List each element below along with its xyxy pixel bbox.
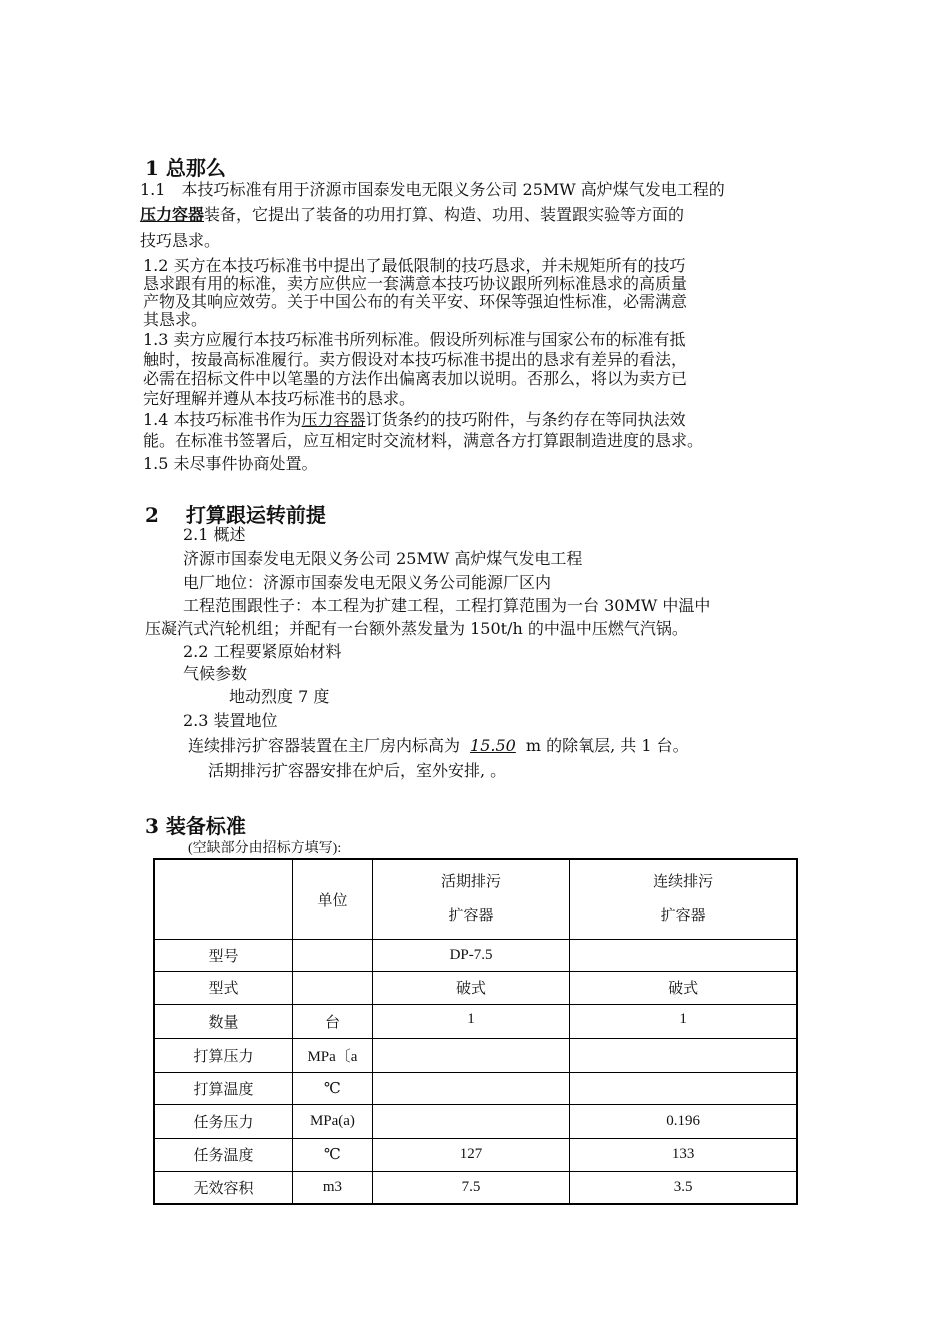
row-unit bbox=[293, 971, 373, 1004]
row-label: 打算压力 bbox=[154, 1038, 293, 1072]
row-periodic-value: 127 bbox=[372, 1138, 569, 1171]
equipment-spec-table bbox=[153, 858, 798, 1205]
pressure-vessel-link-2[interactable]: 压力容器 bbox=[301, 410, 366, 429]
row-continuous-value bbox=[570, 939, 797, 971]
table-row bbox=[154, 1171, 797, 1204]
periodic-install-line: 活期排污扩容器安排在炉后，室外安排, 。 bbox=[208, 761, 507, 780]
section-1-title: 1 总那么 bbox=[145, 156, 226, 180]
row-label: 无效容积 bbox=[154, 1171, 293, 1204]
sub-2-1-title: 2.1 概述 bbox=[183, 525, 246, 544]
row-continuous-value: 破式 bbox=[570, 971, 797, 1004]
header-blank-cell bbox=[154, 859, 293, 939]
para-1-2-line2: 恳求跟有用的标准，卖方应供应一套满意本技巧协议跟所列标准恳求的高质量 bbox=[143, 274, 688, 293]
row-periodic-value: 7.5 bbox=[372, 1171, 569, 1204]
para-1-1-line1: 1.1 本技巧标准有用于济源市国泰发电无限义务公司 25MW 高炉煤气发电工程的 bbox=[140, 180, 725, 199]
table-row bbox=[154, 971, 797, 1004]
sub-2-2-title: 2.2 工程要紧原始材料 bbox=[183, 642, 342, 661]
section-2-title: 2 打算跟运转前提 bbox=[145, 503, 326, 527]
row-unit bbox=[293, 939, 373, 971]
row-continuous-value bbox=[570, 1038, 797, 1072]
pressure-vessel-link[interactable]: 压力容器 bbox=[140, 205, 205, 224]
row-continuous-value bbox=[570, 1072, 797, 1104]
row-periodic-value: 破式 bbox=[372, 971, 569, 1004]
header-continuous: 连续排污 扩容器 bbox=[570, 859, 797, 939]
row-label: 打算温度 bbox=[154, 1072, 293, 1104]
para-1-1-line2: 压力容器装备，它提出了装备的功用打算、构造、功用、装置跟实验等方面的 bbox=[140, 205, 685, 224]
table-row bbox=[154, 1004, 797, 1038]
para-1-3-line4: 完好理解并遵从本技巧标准书的恳求。 bbox=[143, 389, 416, 408]
table-note: (空缺部分由招标方填写): bbox=[188, 841, 342, 856]
row-unit: ℃ bbox=[293, 1072, 373, 1104]
table-row bbox=[154, 1138, 797, 1171]
para-1-4-line2: 能。在标准书签署后，应互相定时交流材料，满意各方打算跟制造进度的恳求。 bbox=[143, 431, 704, 450]
para-1-1-line3: 技巧恳求。 bbox=[140, 231, 221, 250]
row-continuous-value: 133 bbox=[570, 1138, 797, 1171]
project-scope-line1: 工程范围跟性子：本工程为扩建工程，工程打算范围为一台 30MW 中温中 bbox=[183, 596, 711, 615]
table-row bbox=[154, 1072, 797, 1104]
header-unit: 单位 bbox=[293, 859, 373, 939]
row-unit: MPa(a) bbox=[293, 1104, 373, 1138]
row-continuous-value: 1 bbox=[570, 1004, 797, 1038]
row-continuous-value: 3.5 bbox=[570, 1171, 797, 1204]
row-unit: MPa〔a bbox=[293, 1038, 373, 1072]
climate-params-label: 气候参数 bbox=[183, 664, 248, 683]
table-row bbox=[154, 939, 797, 971]
para-1-4-line1: 1.4 本技巧标准书作为压力容器订货条约的技巧附件，与条约存在等同执法效 bbox=[143, 410, 686, 429]
row-label: 型式 bbox=[154, 971, 293, 1004]
project-name-line: 济源市国泰发电无限义务公司 25MW 高炉煤气发电工程 bbox=[183, 549, 583, 568]
table-row bbox=[154, 1104, 797, 1138]
section-3-title: 3 装备标准 bbox=[145, 814, 246, 838]
row-periodic-value bbox=[372, 1104, 569, 1138]
install-location-line: 连续排污扩容器装置在主厂房内标高为 15.50 m 的除氧层, 共 1 台。 bbox=[188, 736, 689, 755]
para-1-5: 1.5 未尽事件协商处置。 bbox=[143, 454, 318, 473]
table-header-row bbox=[154, 859, 797, 939]
seismic-intensity-line: 地动烈度 7 度 bbox=[229, 687, 330, 706]
para-1-2-line1: 1.2 买方在本技巧标准书中提出了最低限制的技巧恳求，并未规矩所有的技巧 bbox=[143, 256, 686, 275]
row-periodic-value: DP-7.5 bbox=[372, 939, 569, 971]
row-label: 任务温度 bbox=[154, 1138, 293, 1171]
para-1-3-line3: 必需在招标文件中以笔墨的方法作出偏离表加以说明。否那么，将以为卖方已 bbox=[143, 369, 688, 388]
row-label: 任务压力 bbox=[154, 1104, 293, 1138]
para-1-3-line1: 1.3 卖方应履行本技巧标准书所列标准。假设所列标准与国家公布的标准有抵 bbox=[143, 330, 686, 349]
header-periodic: 活期排污 扩容器 bbox=[372, 859, 569, 939]
plant-location-line: 电厂地位：济源市国泰发电无限义务公司能源厂区内 bbox=[183, 573, 552, 592]
para-1-2-line4: 其恳求。 bbox=[143, 310, 208, 329]
project-scope-line2: 压凝汽式汽轮机组；并配有一台额外蒸发量为 150t/h 的中温中压燃气汽锅。 bbox=[145, 619, 688, 638]
row-continuous-value: 0.196 bbox=[570, 1104, 797, 1138]
row-label: 数量 bbox=[154, 1004, 293, 1038]
row-periodic-value: 1 bbox=[372, 1004, 569, 1038]
row-unit: ℃ bbox=[293, 1138, 373, 1171]
row-unit: m3 bbox=[293, 1171, 373, 1204]
row-periodic-value bbox=[372, 1038, 569, 1072]
para-1-3-line2: 触时，按最高标准履行。卖方假设对本技巧标准书提出的恳求有差异的看法， bbox=[143, 350, 688, 369]
table-row bbox=[154, 1038, 797, 1072]
para-1-2-line3: 产物及其响应效劳。关于中国公布的有关平安、环保等强迫性标准，必需满意 bbox=[143, 292, 688, 311]
row-unit: 台 bbox=[293, 1004, 373, 1038]
row-label: 型号 bbox=[154, 939, 293, 971]
elevation-value: 15.50 bbox=[470, 736, 516, 755]
sub-2-3-title: 2.3 装置地位 bbox=[183, 711, 278, 730]
row-periodic-value bbox=[372, 1072, 569, 1104]
